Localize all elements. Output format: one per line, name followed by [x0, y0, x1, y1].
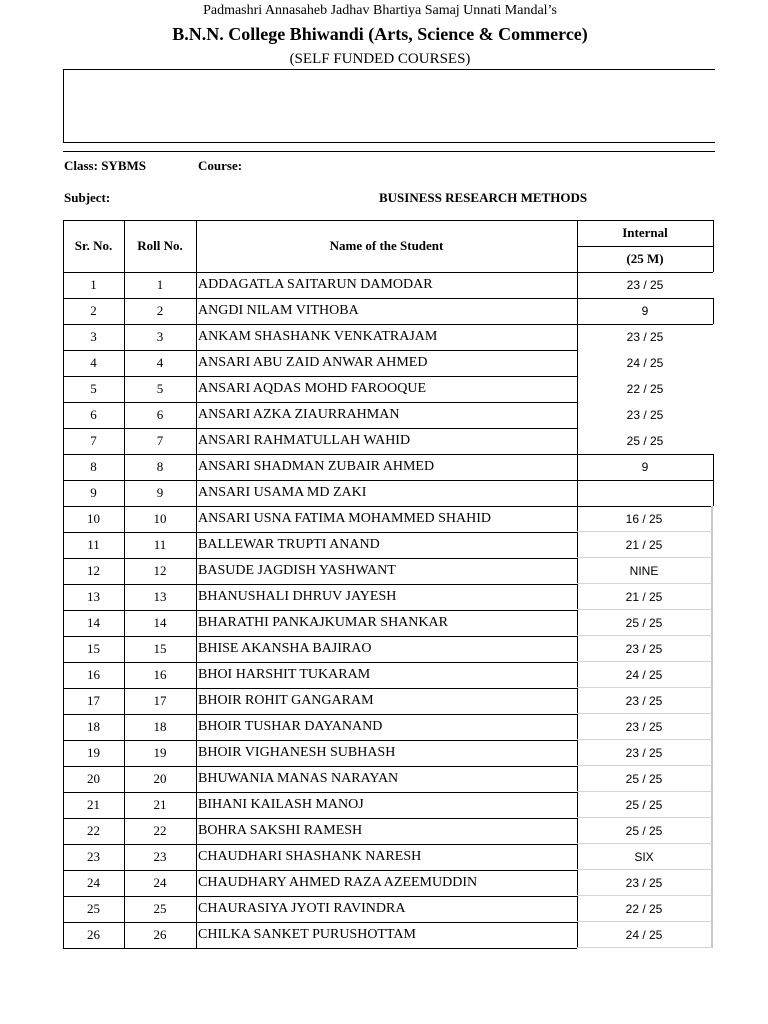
marks-cell: 25 / 25: [577, 766, 713, 792]
student-name-cell: CHAUDHARI SHASHANK NARESH: [198, 849, 422, 864]
marks-cell: 25 / 25: [626, 434, 664, 448]
student-name-cell: BHANUSHALI DHRUV JAYESH: [198, 589, 397, 604]
courses-type: (SELF FUNDED COURSES): [289, 51, 471, 67]
marks-cell: 24 / 25: [577, 922, 713, 948]
grid-line: [577, 480, 713, 481]
student-name-cell: BHOIR TUSHAR DAYANAND: [198, 719, 383, 734]
grid-line: [63, 220, 713, 221]
student-name-cell: CHILKA SANKET PURUSHOTTAM: [198, 927, 416, 942]
roll-no-cell: 24: [153, 875, 167, 890]
sr-no-cell: 22: [87, 823, 100, 838]
student-name-cell: ANKAM SHASHANK VENKATRAJAM: [198, 329, 438, 344]
roll-no-cell: 20: [153, 771, 167, 786]
header-max-marks: (25 M): [626, 251, 664, 266]
student-name-cell: ANSARI ABU ZAID ANWAR AHMED: [198, 355, 428, 370]
sr-no-cell: 24: [87, 875, 100, 890]
college-name: B.N.N. College Bhiwandi (Arts, Science & Commerce): [172, 24, 588, 44]
student-name-cell: ANSARI AQDAS MOHD FAROOQUE: [198, 381, 427, 396]
marks-cell: 25 / 25: [577, 792, 713, 818]
sr-no-cell: 8: [90, 459, 97, 474]
student-name-cell: ANSARI USAMA MD ZAKI: [198, 485, 367, 500]
roll-no-cell: 13: [153, 589, 167, 604]
roll-no-cell: 14: [153, 615, 167, 630]
sr-no-cell: 10: [87, 511, 100, 526]
sr-no-cell: 9: [90, 485, 97, 500]
roll-no-cell: 7: [156, 433, 164, 448]
roll-no-cell: 18: [153, 719, 167, 734]
marks-cell: 22 / 25: [626, 382, 664, 396]
student-name-cell: BHOI HARSHIT TUKARAM: [198, 667, 371, 682]
marks-cell: 9: [641, 304, 649, 318]
grid-line: [713, 454, 714, 480]
header-sr-no: Sr. No.: [74, 238, 113, 253]
course-label: Course:: [198, 158, 243, 173]
marks-cell: 16 / 25: [577, 506, 713, 532]
roll-no-cell: 6: [156, 407, 164, 422]
sr-no-cell: 2: [90, 303, 97, 318]
grid-line: [713, 480, 714, 506]
student-name-cell: ANSARI RAHMATULLAH WAHID: [198, 433, 411, 448]
marks-cell: 25 / 25: [577, 610, 713, 636]
subject-label: Subject:: [64, 190, 111, 205]
subject-value: BUSINESS RESEARCH METHODS: [379, 190, 588, 205]
sr-no-cell: 23: [87, 849, 100, 864]
student-name-cell: ANGDI NILAM VITHOBA: [198, 303, 359, 318]
sr-no-cell: 17: [87, 693, 100, 708]
marks-cell: 25 / 25: [577, 818, 713, 844]
header-roll-no: Roll No.: [137, 238, 183, 253]
sr-no-cell: 5: [90, 381, 97, 396]
roll-no-cell: 3: [156, 329, 164, 344]
marks-cell: 21 / 25: [577, 532, 713, 558]
meta-top-rule: [63, 151, 715, 152]
roll-no-cell: 10: [153, 511, 167, 526]
marks-cell: 23 / 25: [577, 870, 713, 896]
sr-no-cell: 20: [87, 771, 100, 786]
marks-cell: [577, 480, 713, 506]
sr-no-cell: 3: [90, 329, 97, 344]
grid-line: [577, 246, 713, 247]
roll-no-cell: 17: [153, 693, 167, 708]
grid-line: [577, 454, 713, 455]
sr-no-cell: 15: [87, 641, 100, 656]
student-name-cell: BHUWANIA MANAS NARAYAN: [198, 771, 399, 786]
sr-no-cell: 11: [87, 537, 100, 552]
roll-no-cell: 5: [156, 381, 164, 396]
student-name-cell: BIHANI KAILASH MANOJ: [198, 797, 364, 812]
student-name-cell: BASUDE JAGDISH YASHWANT: [198, 563, 396, 578]
marks-cell: 23 / 25: [626, 278, 664, 292]
marks-cell: 23 / 25: [577, 636, 713, 662]
grid-line: [713, 220, 714, 272]
roll-no-cell: 19: [153, 745, 167, 760]
sr-no-cell: 7: [90, 433, 97, 448]
header-name: Name of the Student: [329, 238, 444, 253]
grid-line: [577, 298, 713, 299]
roll-no-cell: 8: [156, 459, 164, 474]
sr-no-cell: 16: [87, 667, 100, 682]
roll-no-cell: 2: [156, 303, 164, 318]
marks-cell: 22 / 25: [577, 896, 713, 922]
sr-no-cell: 18: [87, 719, 100, 734]
roll-no-cell: 15: [153, 641, 167, 656]
roll-no-cell: 11: [153, 537, 167, 552]
marks-cell: 23 / 25: [577, 688, 713, 714]
sr-no-cell: 1: [90, 277, 97, 292]
marks-cell: 23 / 25: [577, 714, 713, 740]
org-name: Padmashri Annasaheb Jadhav Bhartiya Samaj Unnati Mandal’s: [203, 3, 557, 18]
student-name-cell: CHAUDHARY AHMED RAZA AZEEMUDDIN: [198, 875, 478, 890]
roll-no-cell: 22: [153, 823, 167, 838]
marks-cell: 23 / 25: [577, 740, 713, 766]
marks-cell: 24 / 25: [577, 662, 713, 688]
grid-line: [63, 948, 577, 949]
student-name-cell: BHARATHI PANKAJKUMAR SHANKAR: [198, 615, 448, 630]
sr-no-cell: 21: [87, 797, 100, 812]
sr-no-cell: 13: [87, 589, 100, 604]
student-name-cell: BHOIR ROHIT GANGARAM: [198, 693, 374, 708]
roll-no-cell: 21: [153, 797, 167, 812]
marks-cell: 21 / 25: [577, 584, 713, 610]
sr-no-cell: 26: [87, 927, 100, 942]
sr-no-cell: 4: [90, 355, 97, 370]
student-name-cell: BOHRA SAKSHI RAMESH: [198, 823, 363, 838]
roll-no-cell: 16: [153, 667, 167, 682]
marks-cell: 9: [641, 460, 649, 474]
student-name-cell: ANSARI SHADMAN ZUBAIR AHMED: [198, 459, 435, 474]
marks-cell: 23 / 25: [626, 330, 664, 344]
student-name-cell: BALLEWAR TRUPTI ANAND: [198, 537, 380, 552]
roll-no-cell: 23: [153, 849, 167, 864]
student-name-cell: ANSARI USNA FATIMA MOHAMMED SHAHID: [198, 511, 491, 526]
student-name-cell: BHOIR VIGHANESH SUBHASH: [198, 745, 396, 760]
sr-no-cell: 6: [90, 407, 97, 422]
roll-no-cell: 25: [153, 901, 167, 916]
sr-no-cell: 14: [87, 615, 100, 630]
marks-cell: NINE: [577, 558, 713, 584]
roll-no-cell: 9: [156, 485, 164, 500]
roll-no-cell: 4: [156, 355, 164, 370]
sr-no-cell: 12: [87, 563, 100, 578]
student-name-cell: BHISE AKANSHA BAJIRAO: [198, 641, 372, 656]
header-internal: Internal: [622, 225, 668, 240]
student-name-cell: CHAURASIYA JYOTI RAVINDRA: [198, 901, 406, 916]
sr-no-cell: 19: [87, 745, 100, 760]
sr-no-cell: 25: [87, 901, 100, 916]
student-name-cell: ADDAGATLA SAITARUN DAMODAR: [198, 277, 433, 292]
student-name-cell: ANSARI AZKA ZIAURRAHMAN: [198, 407, 400, 422]
marks-cell: 23 / 25: [626, 408, 664, 422]
roll-no-cell: 26: [153, 927, 167, 942]
roll-no-cell: 12: [153, 563, 167, 578]
class-label: Class: SYBMS: [64, 158, 146, 173]
roll-no-cell: 1: [156, 277, 164, 292]
header-box: [63, 69, 715, 143]
marks-cell: 24 / 25: [626, 356, 664, 370]
marks-cell: SIX: [577, 844, 713, 870]
grid-line: [713, 298, 714, 324]
